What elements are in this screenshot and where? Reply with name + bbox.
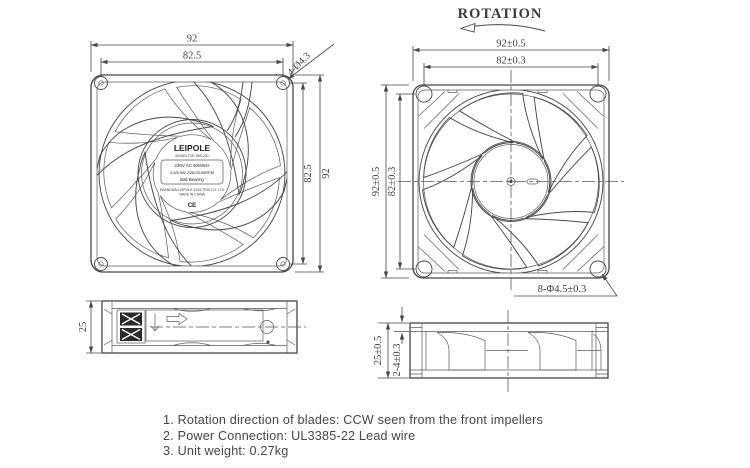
rotation-label: ROTATION <box>457 6 543 22</box>
dim-front-height-outer: 92 <box>321 168 332 179</box>
airflow-right-arrow-icon <box>167 314 187 325</box>
side-view-left <box>78 301 306 353</box>
rotation-arrow <box>463 25 545 31</box>
rear-dimensions <box>371 39 617 297</box>
side-panel <box>146 310 263 341</box>
dim-front-width-outer: 92 <box>186 33 198 45</box>
side-view-right <box>373 307 608 392</box>
blade-silhouettes <box>437 332 601 370</box>
dim-flange-thickness: 2-4±0.3 <box>392 343 403 377</box>
rotation-direction <box>458 6 545 32</box>
dim-rear-width-inner: 82±0.3 <box>496 55 526 67</box>
label-voltage: 230V AC 50/60Hz <box>174 163 210 168</box>
front-dimensions <box>91 34 334 273</box>
note-weight: 3. Unit weight: 0.27kg <box>163 444 289 459</box>
dim-rear-height-outer: 92±0.5 <box>371 166 382 197</box>
wire-channel <box>227 82 243 131</box>
note-rotation: 1. Rotation direction of blades: CCW seen from the front impellers <box>163 413 543 427</box>
label-bearing: Ball Bearing <box>180 177 204 182</box>
fan-name-plate <box>138 120 246 228</box>
label-origin: MADE IN CHINA <box>179 192 205 197</box>
airflow-down-arrow-icon <box>151 314 159 331</box>
dim-front-width-inner: 82.5 <box>182 50 202 62</box>
side-right-dimensions <box>373 307 409 378</box>
dim-rear-height-inner: 82±0.3 <box>387 166 398 197</box>
terminal-block <box>117 310 145 343</box>
ce-mark: CE <box>187 203 197 209</box>
rotation-arrowhead-icon <box>461 24 475 33</box>
rear-view <box>371 6 633 298</box>
note-power: 2. Power Connection: UL3385-22 Lead wire <box>163 428 416 443</box>
dim-rear-holes: 8-Φ4.5±0.3 <box>537 284 587 295</box>
dim-front-holes: 4-Ø4.3 <box>285 50 313 79</box>
label-brand: LEIPOLE <box>173 143 211 153</box>
dim-front-height-inner: 82.5 <box>303 164 314 183</box>
dim-side-depth-outer: 25±0.5 <box>373 335 384 366</box>
drawing-notes <box>163 413 623 460</box>
dim-side-depth: 25 <box>78 321 89 333</box>
front-view <box>56 33 334 304</box>
label-power: 5.5/5.9W 2350/3100RPM <box>170 170 214 175</box>
label-model: MODEL:F2E-92B-230 <box>175 154 209 158</box>
side-left-dimensions <box>78 301 101 353</box>
dim-rear-width-outer: 92±0.5 <box>496 38 526 50</box>
label-company: SHANGHAI LEIPOLE ELECTRIC CO.,LTD <box>159 188 225 192</box>
